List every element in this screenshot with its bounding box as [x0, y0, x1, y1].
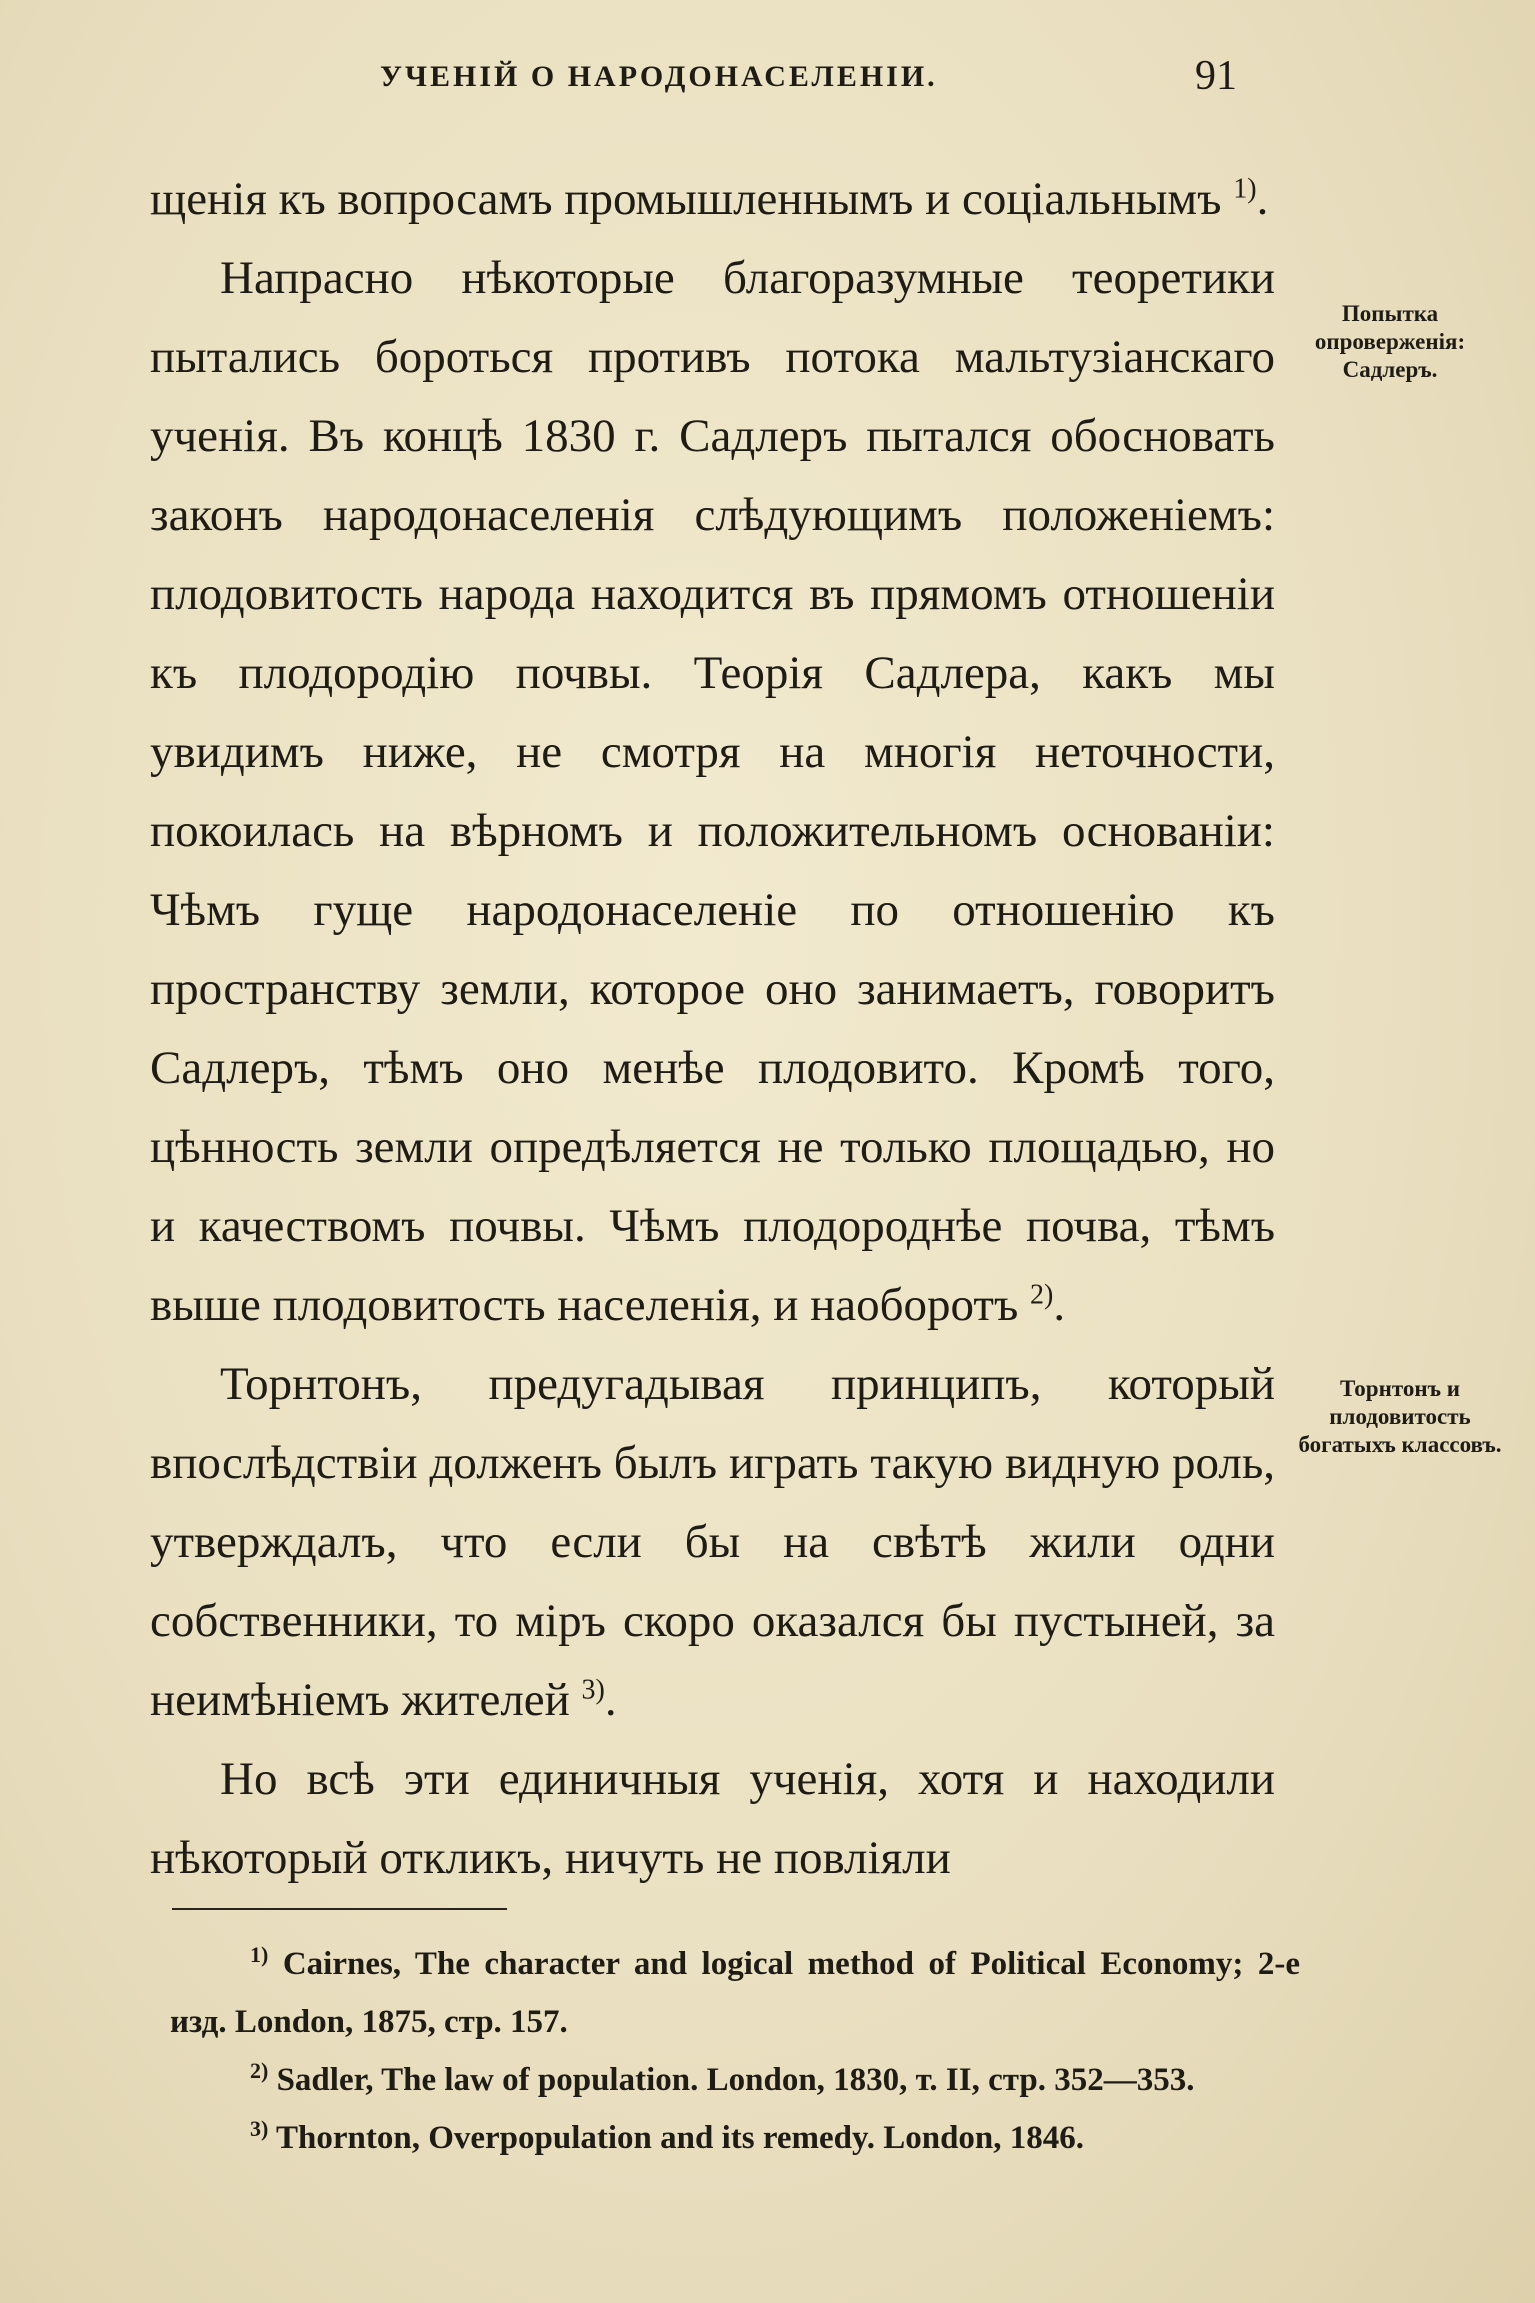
page-number: 91 — [1195, 53, 1237, 99]
paragraph-continuation — [150, 160, 1275, 239]
footnote-reference: 2) — [1030, 1279, 1054, 1311]
paragraph-text: Напрасно нѣкоторые благоразумные теоретики пытались бороться противъ потока мальтузіанскаго ученія. Въ концѣ 1830 г. Садлеръ пытался обосновать законъ народонаселенія слѣдующимъ положеніемъ: плодовитость народа находится въ прямомъ отношеніи къ плодородію почвы. Теорія Садлера, какъ мы увидимъ ниже, не смотря на многія неточности, покоилась на вѣрномъ и положительномъ основаніи: Чѣмъ гуще народонаселеніе по отношенію къ пространству земли, которое оно занимаетъ, говоритъ Садлеръ, тѣмъ оно менѣе плодовито. Кромѣ того, цѣнность земли опредѣляется не только площадью, но и качествомъ почвы. Чѣмъ плодороднѣе почва, тѣмъ выше плодовитость населенія, и наоборотъ — [150, 252, 1275, 1331]
footnote-2 — [170, 2051, 1300, 2109]
paragraph-sadler — [150, 239, 1275, 1345]
margin-note-sadler: Попытка опроверженія: Садлеръ. — [1314, 301, 1466, 382]
footnote-text: Sadler, The law of population. London, 1830, т. II, стр. 352—353. — [276, 2062, 1195, 2098]
footnote-1 — [170, 1935, 1300, 2051]
paragraph-text: Торнтонъ, предугадывая принципъ, который впослѣдствіи долженъ былъ играть такую видную роль, утверждалъ, что если бы на свѣтѣ жили одни собственники, то міръ скоро оказался бы пустыней, за неимѣніемъ жителей — [150, 1358, 1275, 1726]
margin-note-thornton: Торнтонъ и плодовитость богатыхъ классовъ. — [1298, 1376, 1502, 1457]
footnote-text: Thornton, Overpopulation and its remedy. London, 1846. — [275, 2120, 1085, 2156]
paragraph-end: . — [1053, 1279, 1066, 1331]
paragraph-end: . — [604, 1674, 617, 1726]
paragraph-conclusion — [150, 1740, 1275, 1898]
footnote-3 — [170, 2109, 1300, 2167]
footnotes — [170, 1935, 1300, 2167]
paragraph-text: Но всѣ эти единичныя ученія, хотя и находили нѣкоторый откликъ, ничуть не повліяли — [150, 1753, 1275, 1884]
paragraph-end: . — [1256, 173, 1269, 225]
footnote-reference: 3) — [581, 1674, 605, 1706]
paragraph-thornton — [150, 1345, 1275, 1740]
footnote-text: Cairnes, The character and logical method of Political Economy; 2-е изд. London, 1875, стр. 157. — [170, 1946, 1300, 2040]
footnote-reference: 1) — [1233, 173, 1257, 205]
footnote-divider — [172, 1908, 507, 1910]
paragraph-text: щенія къ вопросамъ промышленнымъ и соціальнымъ — [150, 173, 1222, 225]
main-text — [150, 160, 1275, 1898]
footnote-mark: 2) — [250, 2058, 269, 2083]
footnote-mark: 1) — [250, 1942, 269, 1967]
footnote-mark: 3) — [250, 2116, 269, 2141]
running-header: УЧЕНІЙ О НАРОДОНАСЕЛЕНІИ. — [380, 60, 938, 93]
